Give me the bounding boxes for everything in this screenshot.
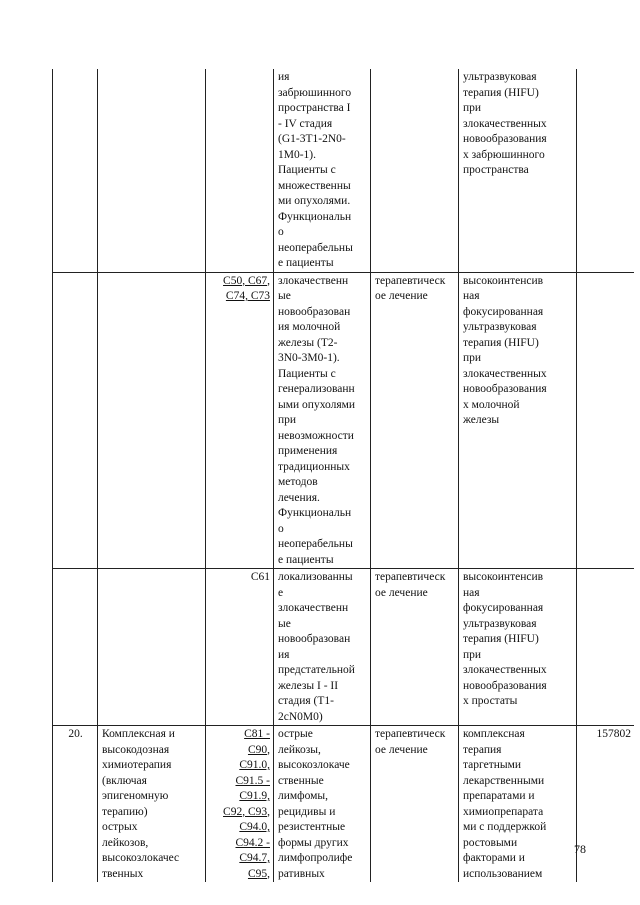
icd-code-line: C81 - (244, 728, 270, 740)
cost-cell: 157802 (577, 726, 635, 883)
text-line: ое лечение (375, 290, 428, 302)
text-line: ростовыми (463, 836, 518, 849)
cost-cell (577, 272, 635, 569)
icd-code-line: C91.0, (239, 759, 270, 771)
text-line: (включая (102, 774, 147, 787)
table-row (53, 69, 635, 272)
text-line: злокачественных (463, 117, 547, 130)
medical-care-table (52, 69, 634, 882)
text-line: ое лечение (375, 743, 428, 756)
text-line: высокозлокаче (278, 759, 350, 771)
text-line: ная (463, 290, 480, 302)
text-line: при (463, 648, 482, 661)
text-line: рецидивы и (278, 805, 336, 818)
text-line: фокусированная (463, 305, 544, 318)
text-line: Пациенты с (278, 367, 336, 380)
text-line: высокоинтенсив (463, 571, 544, 583)
text-line: терапевтическ (375, 274, 446, 287)
icd-code-line: C95, (247, 867, 270, 880)
text-line: ия (278, 648, 290, 661)
text-line: Функциональн (278, 507, 352, 519)
text-line: лимфопролифе (278, 852, 353, 864)
cost-cell (577, 69, 635, 272)
text-line: высокоинтенсив (463, 274, 544, 287)
text-line: х молочной (463, 398, 520, 411)
text-line: пространства (463, 164, 529, 176)
text-line: 3N0-3M0-1). (278, 352, 340, 364)
text-line: химиотерапия (102, 759, 172, 771)
treatment-type-cell (371, 272, 459, 569)
table-row (53, 726, 635, 883)
text-line: новообразования (463, 133, 547, 145)
text-line: при (278, 414, 297, 426)
text-line: (G1-3T1-2N0- (278, 133, 346, 145)
text-line: фокусированная (463, 602, 544, 614)
text-line: ственные (278, 774, 324, 787)
text-line: лейкозов, (102, 836, 149, 849)
text-line: х забрюшинного (463, 148, 545, 161)
treatment-method-cell (459, 726, 577, 883)
treatment-type-cell (371, 569, 459, 726)
icd-code-line: C74, C73 (225, 290, 270, 302)
text-line: ые (278, 617, 291, 630)
text-line: терапию) (102, 805, 148, 818)
text-line: предстательной (278, 664, 355, 676)
icd-codes-cell (206, 272, 274, 569)
text-line: генерализованн (278, 383, 355, 395)
icd-code-line: C94.2 - (235, 836, 270, 849)
page-number: 78 (574, 842, 586, 856)
text-line: неоперабельны (278, 538, 353, 550)
text-line: стадия (T1- (278, 695, 334, 707)
text-line: невозможности (278, 429, 354, 442)
text-line: новообразования (463, 383, 547, 395)
care-type-cell (98, 726, 206, 883)
text-line: ое лечение (375, 586, 428, 599)
patient-model-cell (274, 272, 371, 569)
icd-code-line: C50, C67, (223, 274, 270, 287)
text-line: высокозлокачес (102, 852, 180, 864)
text-line: ия (278, 71, 290, 83)
text-line: терапия (HIFU) (463, 633, 539, 645)
text-line: Пациенты с (278, 164, 336, 176)
text-line: формы других (278, 836, 349, 849)
text-line: острые (278, 728, 313, 740)
treatment-type-cell (371, 69, 459, 272)
text-line: о (278, 522, 284, 535)
text-line: лейкозы, (278, 743, 321, 756)
icd-codes-cell (206, 726, 274, 883)
text-line: железы (T2- (278, 336, 338, 349)
icd-code-line: C92, C93, (223, 805, 270, 818)
text-line: терапевтическ (375, 728, 446, 740)
text-line: ная (463, 586, 480, 599)
text-line: ультразвуковая (463, 321, 537, 333)
text-line: Комплексная и (102, 728, 175, 740)
patient-model-cell (274, 69, 371, 272)
text-line: химиопрепарата (463, 805, 544, 818)
text-line: таргетными (463, 759, 522, 771)
text-line: препаратами и (463, 790, 535, 802)
text-line: новообразован (278, 305, 351, 318)
text-line: терапия (463, 743, 502, 756)
row-number-cell: 20. (53, 726, 98, 883)
text-line: лекарственными (463, 774, 545, 787)
text-line: ми с поддержкой (463, 821, 547, 833)
table-row (53, 569, 635, 726)
text-line: злокачественных (463, 367, 547, 380)
text-line: резистентные (278, 821, 346, 833)
text-line: новообразования (463, 679, 547, 692)
text-line: - IV стадия (278, 117, 333, 130)
text-line: ультразвуковая (463, 617, 537, 630)
text-line: 2cN0M0) (278, 710, 323, 723)
text-line: терапия (HIFU) (463, 86, 539, 99)
text-line: е пациенты (278, 257, 334, 269)
text-line: ультразвуковая (463, 71, 537, 83)
icd-codes-cell (206, 569, 274, 726)
text-line: ия молочной (278, 321, 341, 333)
text-line: новообразован (278, 633, 351, 645)
text-line: ые (278, 290, 291, 302)
text-line: факторами и (463, 852, 525, 864)
text-line: х простаты (463, 695, 518, 707)
text-line: лечения. (278, 491, 320, 504)
text-line: терапевтическ (375, 571, 446, 583)
text-line: локализованны (278, 571, 353, 583)
row-number-cell (53, 272, 98, 569)
text-line: о (278, 226, 284, 238)
text-line: высокодозная (102, 743, 170, 756)
text-line: применения (278, 445, 338, 457)
text-line: железы I - II (278, 679, 339, 692)
care-type-cell (98, 272, 206, 569)
text-line: е (278, 586, 284, 599)
treatment-method-cell (459, 69, 577, 272)
text-line: при (463, 102, 482, 114)
care-type-cell (98, 69, 206, 272)
treatment-type-cell (371, 726, 459, 883)
text-line: традиционных (278, 460, 350, 473)
text-line: забрюшинного (278, 86, 352, 99)
text-line: терапия (HIFU) (463, 336, 539, 349)
text-line: злокачественных (463, 664, 547, 676)
text-line: 1M0-1). (278, 148, 317, 161)
patient-model-cell (274, 726, 371, 883)
text-line: комплексная (463, 728, 525, 740)
text-line: использованием (463, 867, 543, 880)
text-line: эпигеномную (102, 790, 169, 802)
text-line: железы (463, 414, 500, 426)
text-line: пространства I (278, 102, 351, 114)
icd-code-line: C94.0, (239, 821, 270, 833)
text-line: лимфомы, (278, 790, 329, 802)
text-line: острых (102, 821, 138, 833)
text-line: е пациенты (278, 553, 334, 566)
icd-code-line: C94.7, (239, 852, 270, 864)
text-line: C61 (250, 571, 270, 583)
icd-code-line: C91.5 - (235, 774, 270, 787)
text-line: ми опухолями. (278, 195, 351, 207)
care-type-cell (98, 569, 206, 726)
icd-code-line: C91.9, (239, 790, 270, 802)
text-line: при (463, 352, 482, 364)
text-line: методов (278, 476, 318, 488)
text-line: множественны (278, 179, 351, 192)
text-line: злокачественн (278, 274, 349, 287)
icd-codes-cell (206, 69, 274, 272)
text-line: злокачественн (278, 602, 349, 614)
patient-model-cell (274, 569, 371, 726)
treatment-method-cell (459, 272, 577, 569)
text-line: неоперабельны (278, 241, 353, 254)
text-line: ративных (278, 867, 325, 880)
row-number-cell (53, 569, 98, 726)
row-number-cell (53, 69, 98, 272)
text-line: ыми опухолями (278, 398, 356, 411)
table-row (53, 272, 635, 569)
treatment-method-cell (459, 569, 577, 726)
cost-cell (577, 569, 635, 726)
text-line: твенных (102, 867, 144, 880)
icd-code-line: C90, (247, 743, 270, 756)
text-line: Функциональн (278, 210, 352, 223)
